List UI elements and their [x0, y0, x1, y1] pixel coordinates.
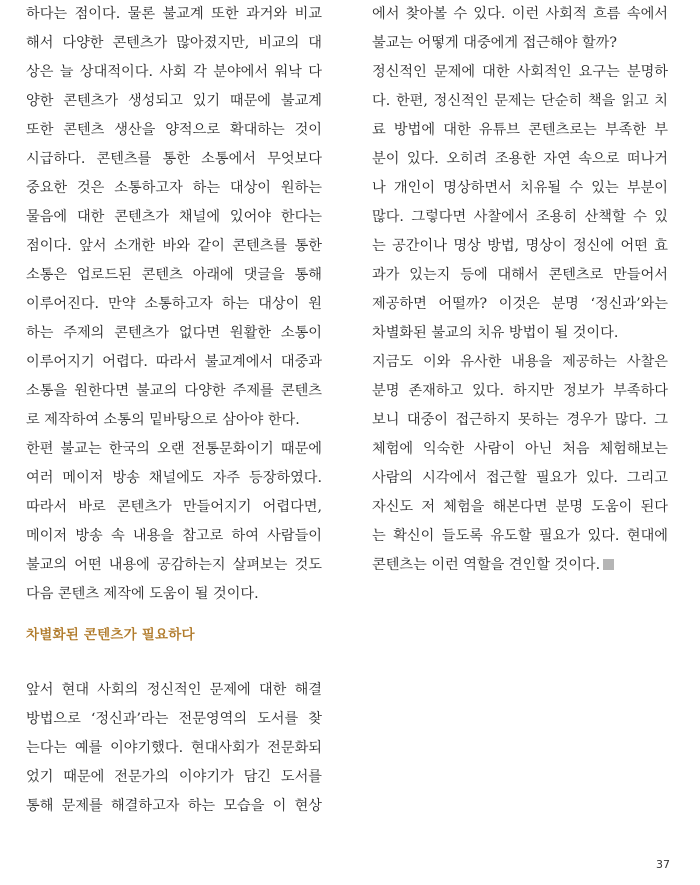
text-line: 지금도 이와 유사한 내용을 제공하는 사찰은	[372, 354, 668, 370]
text-line: 는 공간이나 명상 방법, 명상이 정신에 어떤 효	[372, 238, 668, 254]
section-heading: 차별화된 콘텐츠가 필요하다	[26, 627, 195, 643]
text-line: 분명 존재하고 있다. 하지만 정보가 부족하다	[372, 383, 668, 399]
text-line: 양한 콘텐츠가 생성되고 있기 때문에 불교계	[26, 93, 322, 109]
text-line: 불교의 어떤 내용에 공감하는지 살펴보는 것도	[26, 557, 322, 573]
text-line: 해서 다양한 콘텐츠가 많아졌지만, 비교의 대	[26, 35, 322, 51]
text-line-final	[372, 551, 668, 580]
text-line: 점이다. 앞서 소개한 바와 같이 콘텐츠를 통한	[26, 238, 322, 254]
text-line: 다. 한편, 정신적인 문제는 단순히 책을 읽고 치	[372, 93, 668, 109]
text-line: 따라서 바로 콘텐츠가 만들어지기 어렵다면,	[26, 499, 322, 515]
text-line: 다음 콘텐츠 제작에 도움이 될 것이다.	[26, 586, 259, 602]
text-line: 방법으로 ‘정신과’라는 전문영역의 도서를 찾	[26, 711, 322, 727]
text-line: 제공하면 어떨까? 이것은 분명 ‘정신과’와는	[372, 296, 668, 312]
text-line: 자신도 저 체험을 해본다면 분명 도움이 된다	[372, 499, 668, 515]
text-line: 소통은 업로드된 콘텐츠 아래에 댓글을 통해	[26, 267, 322, 283]
text-line: 로 제작하여 소통의 밑바탕으로 삼아야 한다.	[26, 412, 300, 428]
section-body	[26, 676, 322, 821]
end-mark-icon	[603, 559, 614, 570]
text-line: 물음에 대한 콘텐츠가 채널에 있어야 한다는	[26, 209, 322, 225]
text-line: 많다. 그렇다면 사찰에서 조용히 산책할 수 있	[372, 209, 668, 225]
text-line: 과가 있는지 등에 대해서 콘텐츠로 만들어서	[372, 267, 668, 283]
left-text-column	[26, 0, 322, 609]
text-line: 중요한 것은 소통하고자 하는 대상이 원하는	[26, 180, 322, 196]
page-number: 37	[656, 858, 670, 871]
text-line: 나 개인이 명상하면서 치유될 수 있는 부분이	[372, 180, 668, 196]
text-line: 또한 콘텐츠 생산을 양적으로 확대하는 것이	[26, 122, 322, 138]
text-line: 체험에 익숙한 사람이 아닌 처음 체험해보는	[372, 441, 668, 457]
text-line: 보니 대중이 접근하지 못하는 경우가 많다. 그	[372, 412, 668, 428]
text-line: 하는 주제의 콘텐츠가 없다면 원활한 소통이	[26, 325, 322, 341]
text-line: 차별화된 불교의 치유 방법이 될 것이다.	[372, 325, 619, 341]
text-line: 에서 찾아볼 수 있다. 이런 사회적 흐름 속에서	[372, 6, 668, 22]
text-line: 앞서 현대 사회의 정신적인 문제에 대한 해결	[26, 682, 322, 698]
text-line: 사람의 시각에서 접근할 필요가 있다. 그리고	[372, 470, 668, 486]
text-line: 료 방법에 대한 유튜브 콘텐츠로는 부족한 부	[372, 122, 668, 138]
text-line: 통해 문제를 해결하고자 하는 모습을 이 현상	[26, 798, 322, 814]
text-line: 상은 늘 상대적이다. 사회 각 분야에서 워낙 다	[26, 64, 322, 80]
text-line: 는다는 예를 이야기했다. 현대사회가 전문화되	[26, 740, 322, 756]
text-line: 이루어지기 어렵다. 따라서 불교계에서 대중과	[26, 354, 322, 370]
text-line-content: 콘텐츠는 이런 역할을 견인할 것이다.	[372, 557, 601, 573]
text-line: 이루어진다. 만약 소통하고자 하는 대상이 원	[26, 296, 322, 312]
text-line: 여러 메이저 방송 채널에도 자주 등장하였다.	[26, 470, 322, 486]
text-line: 는 확신이 들도록 유도할 필요가 있다. 현대에	[372, 528, 668, 544]
text-line: 시급하다. 콘텐츠를 통한 소통에서 무엇보다	[26, 151, 322, 167]
text-line: 메이저 방송 속 내용을 참고로 하여 사람들이	[26, 528, 322, 544]
text-line: 한편 불교는 한국의 오랜 전통문화이기 때문에	[26, 441, 322, 457]
text-line: 소통을 원한다면 불교의 다양한 주제를 콘텐츠	[26, 383, 322, 399]
text-line: 정신적인 문제에 대한 사회적인 요구는 분명하	[372, 64, 668, 80]
text-line: 분이 있다. 오히려 조용한 자연 속으로 떠나거	[372, 151, 668, 167]
text-line: 하다는 점이다. 물론 불교계 또한 과거와 비교	[26, 6, 322, 22]
right-text-column	[372, 0, 668, 580]
text-line: 었기 때문에 전문가의 이야기가 담긴 도서를	[26, 769, 322, 785]
text-line: 불교는 어떻게 대중에게 접근해야 할까?	[372, 35, 617, 51]
